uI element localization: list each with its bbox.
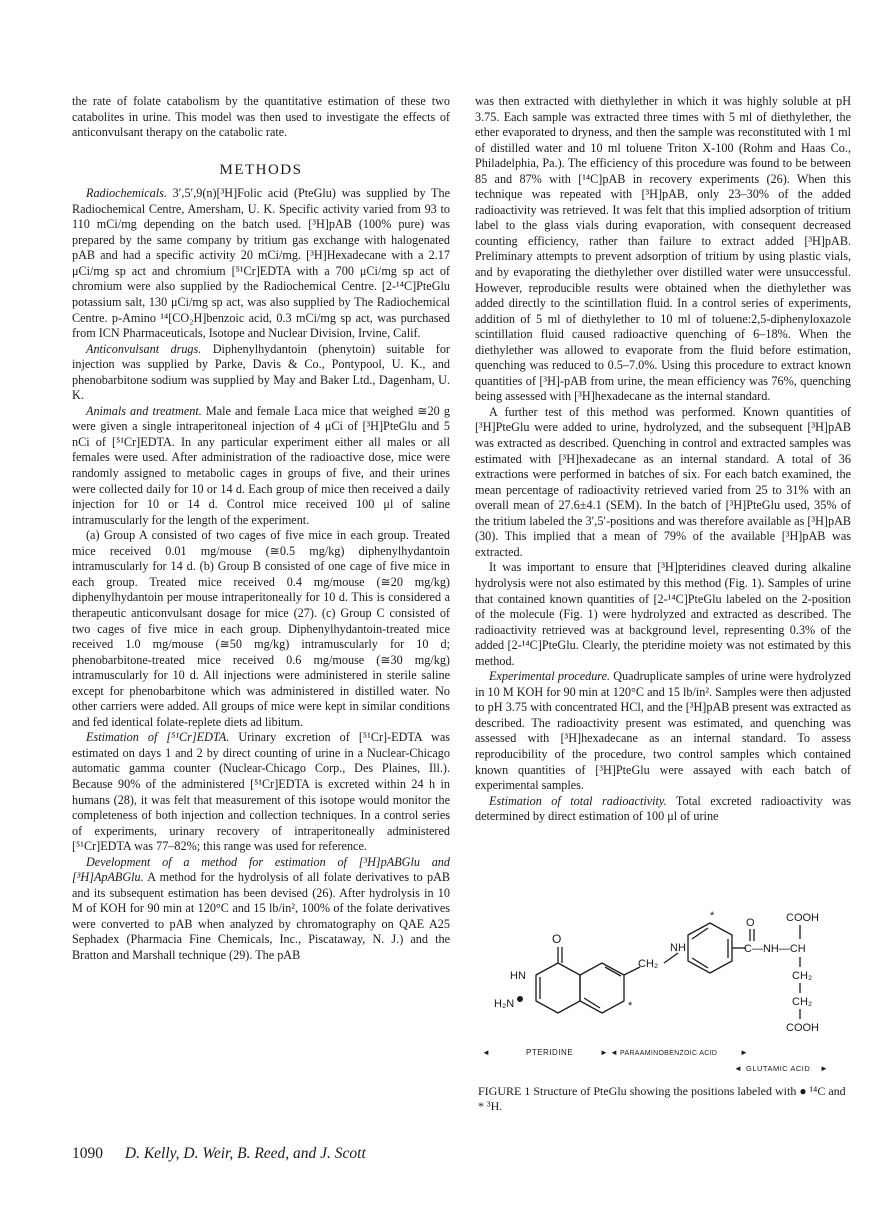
pteridine-check-paragraph: It was important to ensure that [³H]pteridines cleaved during alkaline hydrolysis were not also estimated by this method (Fig. 1). Samples of urine that contained known quantities of [2-¹⁴C]PteGlu labeled on the 2-position of the molecule (Fig. 1) were hydrolyzed and extracted as described. The radioactivity retrieved was at background level, representing 0.3% of the added [2-¹⁴C]PteGlu. Clearly, the pteridine moiety was not estimated by this method. [475, 560, 851, 668]
gamma-methylene: CH₂ [792, 996, 813, 1008]
edta-paragraph [72, 730, 450, 854]
radiochemicals-paragraph [72, 186, 450, 341]
pab-arrow-left: ◄ [610, 1048, 618, 1057]
edta-text: Urinary excretion of [⁵¹Cr]-EDTA was estimated on days 1 and 2 by direct counting of urine in a Nuclear-Chicago automatic gamma counter (Nuclear-Chicago Corp., Des Plaines, Ill.). Because 90% of the administered [⁵¹Cr]EDTA is excreted within 24 h in humans (28), it was felt that measurement of this isotope would monitor the completeness of both injection and collection techniques. In a control series of experiments, urinary recovery of intraperitoneally administered [⁵¹Cr]EDTA was 77–82%; this range was used for reference. [72, 730, 450, 854]
carbon14-label-marker [517, 996, 523, 1002]
pteridine-label: PTERIDINE [526, 1048, 574, 1057]
methylene-atom: CH₂ [638, 958, 659, 970]
pteridine-arrow-left: ◄ [482, 1048, 491, 1057]
experimental-lead: Experimental procedure. [489, 669, 611, 684]
pteridine-rings [536, 923, 800, 1019]
pyrazine-ring [580, 963, 624, 1013]
amide-linkage: C—NH—CH [744, 943, 806, 955]
benzene-ring [688, 923, 732, 973]
pteglu-structure-diagram [478, 905, 852, 1080]
oxo-atom: O [552, 932, 562, 946]
beta-methylene: CH₂ [792, 970, 813, 982]
development-text: A method for the hydrolysis of all folate derivatives to pAB and its subsequent estimation has been devised (26). After hydrolysis in 10 M of KOH for 90 min at 120°C and 15 lb/in², 100% of the folate derivatives were converted to pAB when analyzed by chromatography on QAE A25 Sephadex (Pharmacia Fine Chemicals, Inc., Piscataway, N. J.) and the Bratton and Marshall technique (29). The pAB [72, 870, 450, 962]
amino-atom: H₂N [494, 998, 515, 1010]
further-test-paragraph: A further test of this method was performed. Known quantities of [³H]PteGlu were added to urine, hydrolyzed, and the subsequent [³H]pAB was extracted as described. Quenching in control and extracted samples was estimated with [³H]hexadecane as an internal standard. A total of 36 extractions were performed in batches of six. For each batch examined, the mean percentage of radioactivity retrieved varied from 25 to 31% with an overall mean of 27.6±4.1 (SEM). In the batch of [³H]PteGlu used, 35% of the tritium labeled the 3′,5′-positions and was therefore available as [³H]pAB (30). This implied that a mean of 79% of the available [³H]pAB was extracted. [475, 404, 851, 559]
glutamic-label: GLUTAMIC ACID [746, 1064, 811, 1073]
experimental-paragraph [475, 669, 851, 793]
animals-text: Male and female Laca mice that weighed ≅20 g were given a single intraperitoneal injection of 4 μCi of [³H]PteGlu and 5 nCi of [⁵¹Cr]EDTA. In any particular experiment either all males or all females were used. After administration of the radioactive dose, mice were randomly assigned to metabolic cages in groups of five, and their urines were collected daily for 10 or 14 d. Each group of mice then received a daily injection for 10 or 14 d. Control mice received 100 μl of saline intramuscularly for the length of the experiment. [72, 403, 450, 527]
pteridine-arrow-right: ► [600, 1048, 608, 1057]
author-line: D. Kelly, D. Weir, B. Reed, and J. Scott [124, 1145, 366, 1162]
figure-caption-text: Structure of PteGlu showing the positions labeled with ● ¹⁴C and * ³H. [478, 1084, 846, 1113]
carbonyl-oxygen-atom: O [746, 917, 755, 929]
animals-paragraph [72, 404, 450, 528]
hn-atom: HN [510, 970, 526, 982]
development-lead: Development of a method for estimation of [³H]pABGlu and [³H]ApABGlu. [72, 854, 450, 885]
pyrimidine-ring [536, 963, 580, 1013]
pab-label: PARAAMINOBENZOIC ACID [620, 1050, 718, 1057]
tritium-marker-9: * [628, 1000, 633, 1012]
glu-arrow-left: ◄ [734, 1064, 742, 1073]
intro-paragraph: the rate of folate catabolism by the quantitative estimation of these two catabolites in urine. This model was then used to investigate the effects of anticonvulsant therapy on the catabolic rate. [72, 94, 450, 140]
figure-1-structure [478, 905, 852, 1080]
methods-heading: METHODS [219, 161, 303, 178]
development-paragraph [72, 855, 450, 964]
glu-arrow-right: ► [820, 1064, 828, 1073]
groups-paragraph: (a) Group A consisted of two cages of five mice in each group. Treated mice received 0.01 mg/mouse (≅0.5 mg/kg) diphenylhydantoin intramuscularly for 14 d. (b) Group B consisted of one cage of five mice in each group. Treated mice received 0.4 mg/mouse (≅20 mg/kg) diphenylhydantoin per mouse intraperitoneally for 10 d. This is considered a therapeutic anticonvulsant dosage for mice (27). (c) Group C consisted of two cages of five mice in each group. Diphenylhydantoin-treated mice received 1.0 mg/mouse (≅50 mg/kg) intramuscularly for 10 d; phenobarbitone-treated mice received 0.6 mg/mouse (≅30 mg/kg) intramuscularly for 10 d. All injections were administered in sterile saline except for phenobarbitone which was administered in distilled water. No other carriers were added. All groups of mice were kept in similar conditions and fed identical folate-replete diets ad libitum. [72, 528, 450, 729]
pab-arrow-right: ► [740, 1048, 748, 1057]
page-number: 1090 [72, 1145, 103, 1162]
radiochemicals-lead: Radiochemicals. [86, 186, 167, 201]
alpha-carboxyl: COOH [786, 912, 819, 924]
total-radioactivity-paragraph [475, 794, 851, 825]
edta-lead: Estimation of [⁵¹Cr]EDTA. [86, 730, 230, 745]
radiochemicals-text: 3′,5′,9(n)[³H]Folic acid (PteGlu) was supplied by The Radiochemical Centre, Amersham, U. K. Specific activity varied from 93 to 110 mCi/mg depending on the batch used. [³H]pAB (100% pure) was prepared by the same company by tritium gas exchange with halogenated pAB and had a specific activity 20 mCi/mg. [³H]Hexadecane with a 2.17 μCi/mg sp act and chromium [⁵¹Cr]EDTA with a 700 μCi/mg sp act of chromium were also supplied by the Radiochemical Centre. [2-¹⁴C]PteGlu potassium salt, 130 μCi/mg sp act, was also supplied by The Radiochemical Centre. p-Amino ¹⁴[CO₂H]benzoic acid, 0.3 mCi/mg sp act, was purchased from ICN Pharmaceuticals, Isotope and Nuclear Division, Irvine, Calif. [72, 186, 450, 341]
anticonvulsant-paragraph [72, 342, 450, 404]
page-footer [72, 1145, 366, 1163]
total-radioactivity-text: Total excreted radioactivity was determined by direct estimation of 100 μl of urine [475, 793, 851, 824]
right-column [475, 94, 851, 825]
extraction-paragraph: was then extracted with diethylether in which it was highly soluble at pH 3.75. Each sample was extracted three times with 5 ml of diethylether, the ether evaporated to dryness, and then the sample was reconstituted with 1 ml of distilled water and 10 ml toluene Triton X-100 (Rohm and Haas Co., Philadelphia, Pa.). The efficiency of this procedure was found to be between 85 and 87% with [¹⁴C]pAB in recovery experiments (26). When this technique was repeated with [³H]pAB, only 23–30% of the added radioactivity was retrieved. It was felt that this implied adsorption of tritium label to the glass vials during evaporation, with consequent decreased counting efficiency, rather than failure to extract added [³H]pAB. Preliminary attempts to prevent adsorption of tritium by using plastic vials, and by evaporating the diethylether over distilled water were unsuccessful. However, reproducible results were obtained when the diethylether was added directly to the scintillation fluid. In a control series of experiments, addition of 5 ml of diethylether to 10 ml of toluene:2,5-diphenyloxazole scintillation fluid caused radioactive quenching of 6–18%. When the diethylether was allowed to evaporate from the fluid before estimation, quenching was reduced to 0.5–7.0%. Using this procedure to extract known quantities of [³H]-pAB from urine, the mean efficiency was 76%, quenching being assessed with [³H]hexadecane as the internal standard. [475, 94, 851, 404]
tritium-marker-3prime: * [710, 910, 715, 922]
gamma-carboxyl: COOH [786, 1022, 819, 1034]
animals-lead: Animals and treatment. [86, 403, 202, 418]
total-radioactivity-lead: Estimation of total radioactivity. [489, 793, 667, 808]
anticonvulsant-lead: Anticonvulsant drugs. [86, 341, 202, 356]
experimental-text: Quadruplicate samples of urine were hydrolyzed in 10 M KOH for 90 min at 120°C and 15 lb/in². Samples were then adjusted to pH 3.75 with concentrated HCl, and the [³H]pAB present was extracted as described. The radioactivity present was estimated, and quenching was assessed with [³H]hexadecane as an internal standard. To assess reproducibility of the procedure, two control samples which contained known quantities of [³H]PteGlu were assayed with each batch of experimental samples. [475, 669, 851, 793]
nh-atom: NH [670, 942, 686, 954]
figure-caption-label: FIGURE 1 [478, 1084, 531, 1098]
left-column [72, 94, 450, 964]
figure-caption [478, 1084, 852, 1114]
anticonvulsant-text: Diphenylhydantoin (phenytoin) suitable for injection was supplied by Parke, Davis & Co., Pontypool, U. K., and phenobarbitone sodium was supplied by May and Baker Ltd., Dagenham, U. K. [72, 341, 450, 403]
